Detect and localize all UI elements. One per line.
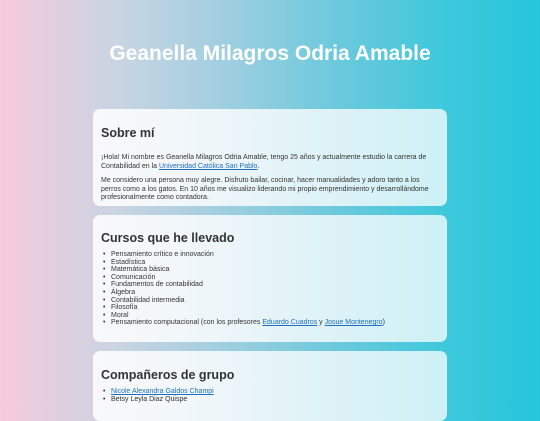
course-item: • Filosofía: [111, 304, 439, 312]
group-member: [111, 388, 439, 396]
course-text: Pensamiento computacional (con los profesores: [111, 319, 263, 327]
group-heading: Compañeros de grupo: [101, 368, 235, 382]
course-item: • Contabilidad intermedia: [111, 297, 439, 305]
courses-card: [93, 215, 447, 342]
group-member: • Betsy Leyla Diaz Quispe: [111, 396, 439, 404]
about-paragraph-1: [101, 154, 439, 171]
professor-link-eduardo[interactable]: Eduardo Cuadros: [262, 319, 318, 327]
about-text-end: .: [257, 162, 260, 170]
course-item: • Estadística: [111, 259, 439, 267]
group-card: [93, 351, 447, 421]
course-text-and: y: [317, 319, 325, 327]
courses-list: [101, 251, 439, 327]
courses-heading: Cursos que he llevado: [101, 231, 235, 245]
about-heading: Sobre mí: [101, 126, 155, 140]
university-link[interactable]: Universidad Católica San Pablo: [159, 162, 258, 170]
professor-link-josue[interactable]: Josue Montenegro: [324, 319, 383, 327]
course-item: • Moral: [111, 312, 439, 320]
about-card: [93, 109, 447, 206]
page-title: Geanella Milagros Odria Amable: [109, 42, 431, 65]
group-list: [101, 388, 439, 403]
course-item: • Fundamentos de contabilidad: [111, 281, 439, 289]
about-text: ¡Hola! Mi nombre es Geanella Milagros Odria Amable, tengo 25 años y actualmente estudio la carrera de Contabilidad en la: [101, 154, 427, 170]
course-item: • Matemática básica: [111, 266, 439, 274]
course-item: • Álgebra: [111, 289, 439, 297]
course-item: • Pensamiento crítico e innovación: [111, 251, 439, 259]
about-paragraph-2: Me considero una persona muy alegre. Disfruto bailar, cocinar, hacer manualidades y adoro tanto a los perros como a los gatos. En 10 años me visualizo liderando mi propio emprendimiento y desarrollándome profesionalmente como contadora.: [101, 177, 429, 202]
course-item-computational: [111, 319, 439, 327]
course-text-end: ): [382, 319, 385, 327]
course-item: • Comunicación: [111, 274, 439, 282]
member-link-nicole[interactable]: Nicole Alexandra Galdos Champi: [111, 388, 214, 395]
